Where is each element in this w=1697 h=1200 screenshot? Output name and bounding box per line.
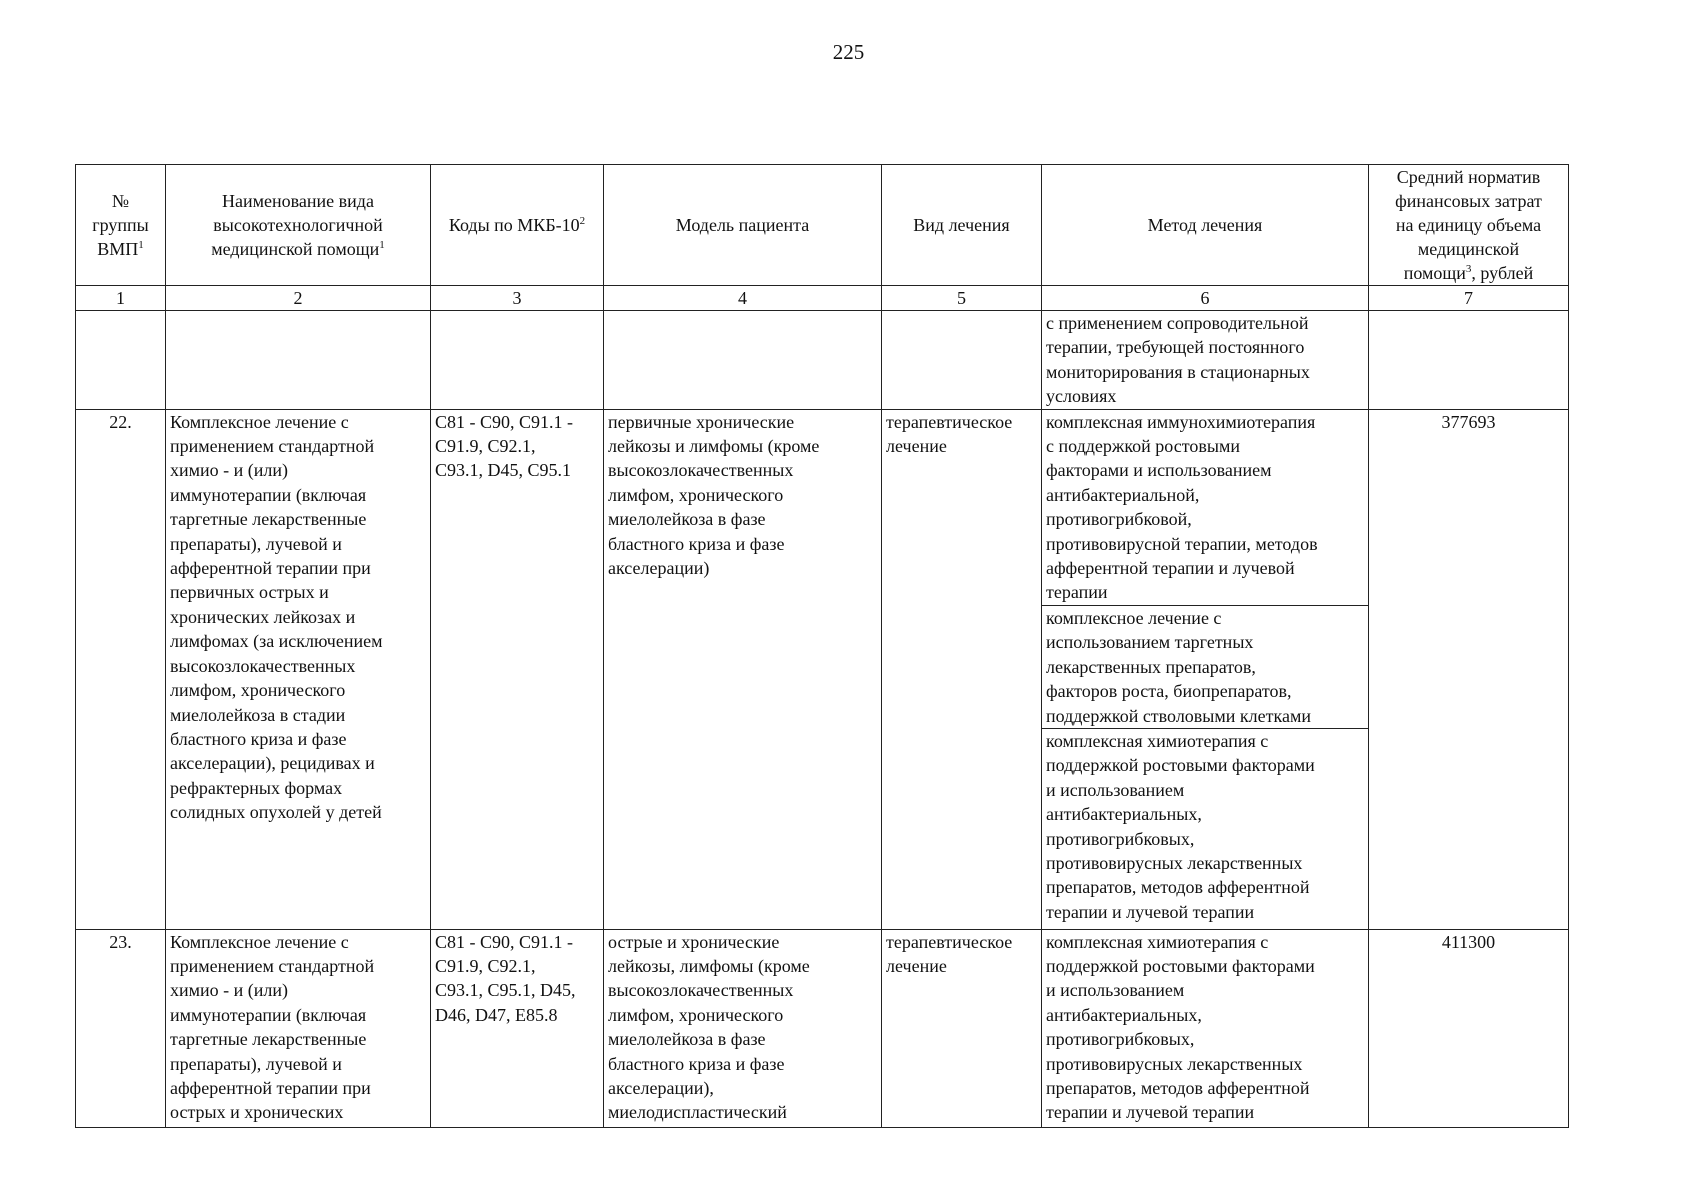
cost-value: 411300 (1369, 929, 1569, 1127)
group-number: 22. (76, 409, 166, 929)
header-care-type: Наименование вида высокотехнологичной медицинской помощи$^1$ (166, 165, 431, 286)
treatment-method: комплексная химиотерапия с поддержкой ростовыми факторами и использованием антибактериальных, противогрибковых, противовирусных лекарственных препаратов, методов афферентной терапии и лучевой терапии (1046, 931, 1315, 1123)
treatment-type: терапевтическое лечение (882, 409, 1042, 929)
column-number: 4 (604, 286, 882, 311)
icd-codes: C81 - C90, C91.1 - C91.9, C92.1, C93.1, D45, C95.1 (431, 409, 604, 929)
table-row (76, 929, 1569, 1127)
care-type-name: Комплексное лечение с применением стандартной химио - и (или) иммунотерапии (включая таргетные лекарственные препараты), лучевой и афферентной терапии при острых и хронических (166, 929, 431, 1127)
patient-model (604, 311, 882, 410)
page-number: 225 (832, 40, 865, 64)
icd-codes (431, 311, 604, 410)
column-number: 7 (1369, 286, 1569, 311)
care-type-name (166, 311, 431, 410)
treatment-methods (1042, 929, 1369, 1127)
treatment-methods (1042, 311, 1369, 410)
header-icd-codes: Коды по МКБ-$10^2$ (431, 165, 604, 286)
patient-model: первичные хронические лейкозы и лимфомы (кроме высокозлокачественных лимфом, хронического миелолейкоза в фазе бластного криза и фазе акселерации) (604, 409, 882, 929)
table-row (76, 409, 1569, 929)
header-patient-model: Модель пациента (604, 165, 882, 286)
treatment-method: комплексная иммунохимиотерапия с поддержкой ростовыми факторами и использованием антибактериальной, противогрибковой, противовирусной терапии, методов афферентной терапии и лучевой терапии (1042, 410, 1368, 606)
header-treatment-type: Вид лечения (882, 165, 1042, 286)
treatment-method: комплексное лечение с использованием таргетных лекарственных препаратов, факторов роста, биопрепаратов, поддержкой стволовыми клетками (1042, 606, 1368, 729)
treatment-method: комплексная химиотерапия с поддержкой ростовыми факторами и использованием антибактериальных, противогрибковых, противовирусных лекарственных препаратов, методов афферентной терапии и лучевой терапии (1046, 730, 1315, 922)
table-row (76, 311, 1569, 410)
treatment-type: терапевтическое лечение (882, 929, 1042, 1127)
header-row (76, 165, 1569, 286)
patient-model: острые и хронические лейкозы, лимфомы (кроме высокозлокачественных лимфом, хронического миелолейкоза в фазе бластного криза и фазе акселерации), миелодиспластический (604, 929, 882, 1127)
icd-codes: C81 - C90, C91.1 - C91.9, C92.1, C93.1, C95.1, D45, D46, D47, E85.8 (431, 929, 604, 1127)
column-number: 2 (166, 286, 431, 311)
cost-value (1369, 311, 1569, 410)
group-number: 23. (76, 929, 166, 1127)
care-type-name: Комплексное лечение с применением стандартной химио - и (или) иммунотерапии (включая таргетные лекарственные препараты), лучевой и афферентной терапии при первичных острых и хронических лейкозах и лимфомах (за исключением высокозлокачественных лимфом, хронического миелолейкоза в стадии бластного криза и фазе акселерации), рецидивах и рефрактерных формах солидных опухолей у детей (166, 409, 431, 929)
column-number: 6 (1042, 286, 1369, 311)
column-number: 1 (76, 286, 166, 311)
header-group-number: № группы ВМП$^1$ (76, 165, 166, 286)
treatment-method: с применением сопроводительной терапии, требующей постоянного мониторирования в стационарных условиях (1046, 313, 1310, 407)
column-numbers-row (76, 286, 1569, 311)
treatment-methods (1042, 409, 1369, 929)
header-cost-standard: Средний норматив финансовых затрат на единицу объема медицинской помощи$^3$, рублей (1369, 165, 1569, 286)
header-treatment-method: Метод лечения (1042, 165, 1369, 286)
column-number: 3 (431, 286, 604, 311)
medical-care-table (75, 164, 1569, 1128)
treatment-type (882, 311, 1042, 410)
group-number (76, 311, 166, 410)
cost-value: 377693 (1369, 409, 1569, 929)
column-number: 5 (882, 286, 1042, 311)
